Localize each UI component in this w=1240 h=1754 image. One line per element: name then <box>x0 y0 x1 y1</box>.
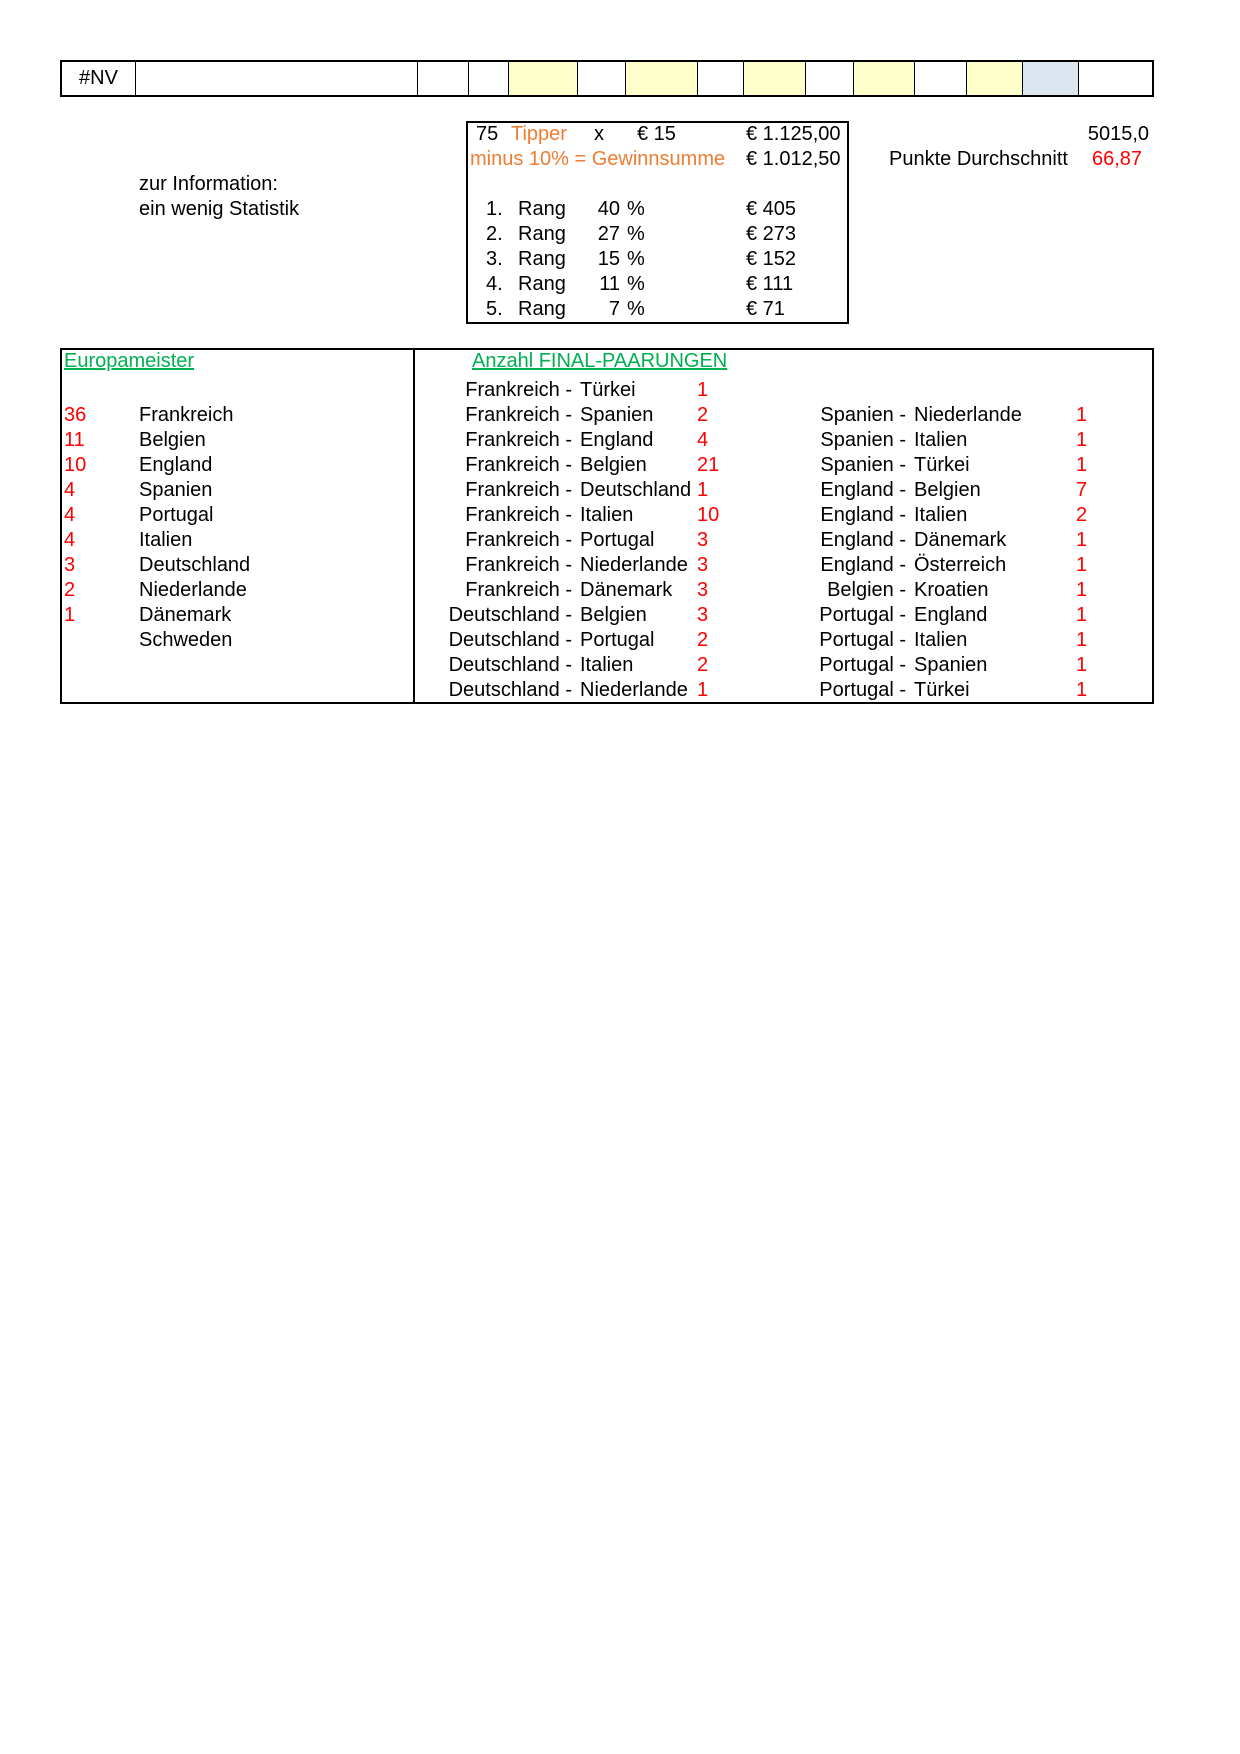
top-cell-row <box>60 60 1154 97</box>
final-team-b: Spanien <box>914 654 988 676</box>
rank-amount: € 273 <box>746 223 797 245</box>
cell[interactable] <box>914 62 966 95</box>
rank-amount: € 152 <box>746 248 797 270</box>
rank-amount: € 71 <box>746 298 785 320</box>
champion-team: Frankreich <box>139 404 234 426</box>
rank-amount: € 111 <box>746 273 794 295</box>
cell[interactable] <box>577 62 625 95</box>
final-count: 1 <box>1076 604 1088 626</box>
cell-highlight[interactable] <box>853 62 914 95</box>
final-team-a: England - <box>820 504 906 526</box>
final-count: 4 <box>697 429 709 451</box>
rank-percent: 15 <box>597 248 620 270</box>
cell[interactable] <box>417 62 468 95</box>
rank-percent: 7 <box>608 298 620 320</box>
final-team-a: Frankreich - <box>465 379 572 401</box>
final-team-a: Frankreich - <box>465 579 572 601</box>
final-team-b: Italien <box>914 629 968 651</box>
final-team-a: England - <box>820 479 906 501</box>
final-team-a: Frankreich - <box>465 454 572 476</box>
final-team-a: Spanien - <box>820 454 906 476</box>
final-team-a: Deutschland - <box>448 629 572 651</box>
champion-count: 1 <box>64 604 76 626</box>
total-amount: € 1.125,00 <box>746 123 841 145</box>
final-team-b: England <box>580 429 654 451</box>
champion-team: Dänemark <box>139 604 232 626</box>
tipper-label: Tipper <box>511 123 567 145</box>
final-count: 2 <box>697 629 709 651</box>
final-team-a: Deutschland - <box>448 604 572 626</box>
final-team-b: Spanien <box>580 404 654 426</box>
final-count: 10 <box>697 504 720 526</box>
final-team-b: Portugal <box>580 629 655 651</box>
stake: € 15 <box>637 123 676 145</box>
final-team-a: Frankreich - <box>465 404 572 426</box>
final-count: 1 <box>1076 629 1088 651</box>
rank-percent-unit: % <box>627 248 645 270</box>
rank-percent: 11 <box>599 273 620 295</box>
rank-percent-unit: % <box>627 223 645 245</box>
final-team-b: Belgien <box>914 479 981 501</box>
final-team-a: England - <box>820 554 906 576</box>
cell[interactable] <box>805 62 853 95</box>
rank-number: 5. <box>486 298 503 320</box>
final-count: 1 <box>1076 654 1088 676</box>
final-count: 2 <box>697 654 709 676</box>
final-team-b: Türkei <box>914 679 970 701</box>
final-count: 1 <box>1076 429 1088 451</box>
rank-percent-unit: % <box>627 198 645 220</box>
times-sign: x <box>594 123 604 145</box>
rank-label: Rang <box>518 223 566 245</box>
cell-highlight[interactable] <box>508 62 577 95</box>
final-team-a: Frankreich - <box>465 429 572 451</box>
rank-label: Rang <box>518 273 566 295</box>
final-team-a: Portugal - <box>819 604 906 626</box>
final-team-b: Italien <box>580 654 634 676</box>
final-team-b: Italien <box>914 504 968 526</box>
final-team-b: Österreich <box>914 554 1007 576</box>
final-count: 3 <box>697 579 709 601</box>
cell-highlight[interactable] <box>625 62 697 95</box>
champion-team: Schweden <box>139 629 233 651</box>
champion-count: 4 <box>64 479 76 501</box>
final-count: 2 <box>697 404 709 426</box>
champion-team: Deutschland <box>139 554 251 576</box>
final-count: 1 <box>697 379 709 401</box>
final-team-b: England <box>914 604 988 626</box>
final-count: 1 <box>1076 579 1088 601</box>
final-team-a: Belgien - <box>827 579 906 601</box>
cell[interactable] <box>468 62 508 95</box>
final-team-b: Dänemark <box>914 529 1007 551</box>
final-count: 1 <box>697 679 709 701</box>
cell-highlight-blue[interactable] <box>1022 62 1078 95</box>
cell-highlight[interactable] <box>743 62 805 95</box>
rank-label: Rang <box>518 248 566 270</box>
info-line-1: zur Information: <box>139 173 278 195</box>
final-count: 1 <box>1076 404 1088 426</box>
rank-number: 2. <box>486 223 503 245</box>
final-team-b: Portugal <box>580 529 655 551</box>
tipper-count: 75 <box>476 123 499 145</box>
points-avg-label: Punkte Durchschnitt <box>889 148 1068 170</box>
champions-title: Europameister <box>64 350 195 372</box>
final-team-a: Portugal - <box>819 629 906 651</box>
stats-divider <box>413 348 415 704</box>
champion-team: Niederlande <box>139 579 247 601</box>
final-count: 1 <box>1076 454 1088 476</box>
error-cell-value: #NV <box>79 67 118 89</box>
rank-percent: 27 <box>597 223 620 245</box>
final-team-b: Dänemark <box>580 579 673 601</box>
info-line-2: ein wenig Statistik <box>139 198 300 220</box>
champion-count: 3 <box>64 554 76 576</box>
final-team-b: Türkei <box>580 379 636 401</box>
cell-highlight[interactable] <box>966 62 1022 95</box>
rank-number: 4. <box>486 273 503 295</box>
final-count: 7 <box>1076 479 1088 501</box>
final-team-a: Spanien - <box>820 429 906 451</box>
cell[interactable] <box>1078 62 1152 95</box>
final-count: 1 <box>1076 679 1088 701</box>
finals-title: Anzahl FINAL-PAARUNGEN <box>472 350 728 372</box>
final-team-b: Deutschland <box>580 479 692 501</box>
final-team-b: Niederlande <box>580 679 688 701</box>
cell[interactable] <box>697 62 743 95</box>
champion-team: England <box>139 454 213 476</box>
final-team-a: Portugal - <box>819 679 906 701</box>
final-count: 3 <box>697 529 709 551</box>
cell[interactable] <box>135 62 417 95</box>
champion-team: Spanien <box>139 479 213 501</box>
final-team-a: England - <box>820 529 906 551</box>
rank-number: 1. <box>486 198 503 220</box>
rank-label: Rang <box>518 298 566 320</box>
champion-count: 4 <box>64 529 76 551</box>
final-team-b: Italien <box>580 504 634 526</box>
final-team-b: Kroatien <box>914 579 989 601</box>
champion-count: 4 <box>64 504 76 526</box>
final-team-b: Belgien <box>580 604 647 626</box>
rank-amount: € 405 <box>746 198 797 220</box>
final-count: 1 <box>697 479 709 501</box>
minus-label: minus 10% = Gewinnsumme <box>470 148 726 170</box>
champion-team: Italien <box>139 529 193 551</box>
champion-count: 2 <box>64 579 76 601</box>
final-team-a: Frankreich - <box>465 479 572 501</box>
final-team-b: Niederlande <box>914 404 1022 426</box>
rank-number: 3. <box>486 248 503 270</box>
final-count: 21 <box>697 454 720 476</box>
final-count: 1 <box>1076 529 1088 551</box>
final-team-a: Portugal - <box>819 654 906 676</box>
final-count: 3 <box>697 604 709 626</box>
rank-percent-unit: % <box>627 273 645 295</box>
rank-label: Rang <box>518 198 566 220</box>
final-team-a: Frankreich - <box>465 554 572 576</box>
champion-count: 10 <box>64 454 87 476</box>
champion-count: 36 <box>64 404 87 426</box>
final-team-b: Türkei <box>914 454 970 476</box>
final-count: 2 <box>1076 504 1088 526</box>
final-team-a: Deutschland - <box>448 679 572 701</box>
final-count: 3 <box>697 554 709 576</box>
final-team-a: Frankreich - <box>465 529 572 551</box>
points-avg-value: 66,87 <box>1092 148 1143 170</box>
final-team-b: Belgien <box>580 454 647 476</box>
champion-team: Belgien <box>139 429 206 451</box>
final-team-a: Deutschland - <box>448 654 572 676</box>
final-count: 1 <box>1076 554 1088 576</box>
net-amount: € 1.012,50 <box>746 148 841 170</box>
final-team-a: Spanien - <box>820 404 906 426</box>
rank-percent-unit: % <box>627 298 645 320</box>
points-total: 5015,0 <box>1087 123 1149 145</box>
champion-count: 11 <box>64 429 85 451</box>
champion-team: Portugal <box>139 504 214 526</box>
final-team-b: Niederlande <box>580 554 688 576</box>
rank-percent: 40 <box>597 198 620 220</box>
final-team-a: Frankreich - <box>465 504 572 526</box>
final-team-b: Italien <box>914 429 968 451</box>
